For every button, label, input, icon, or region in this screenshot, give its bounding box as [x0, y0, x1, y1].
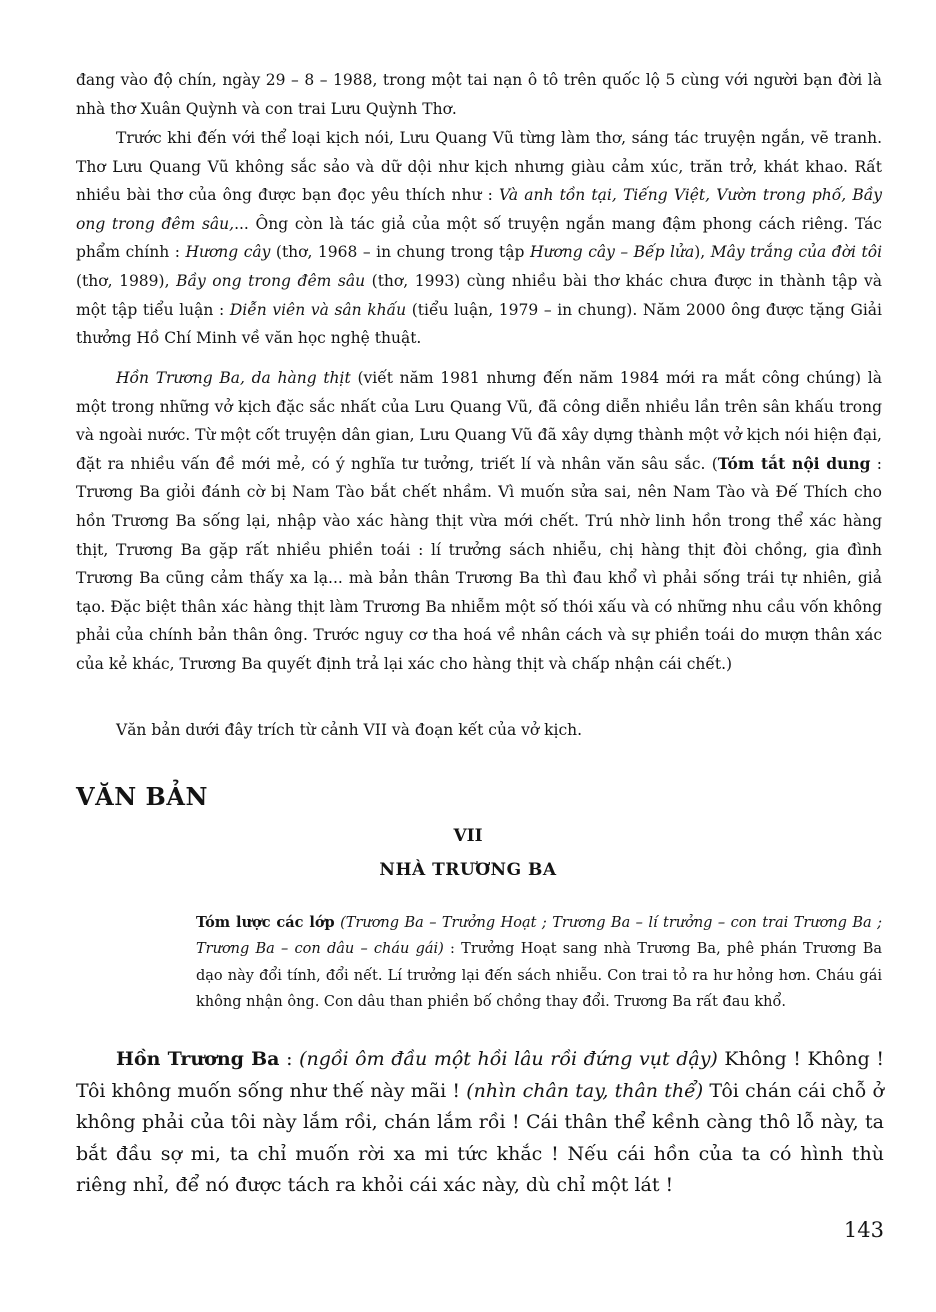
p2-work-title-2: Hương cây – Bếp lửa: [529, 243, 695, 262]
summary-text: : Trưởng Hoạt sang nhà Trương Ba, phê phán Trương Ba dạo này đổi tính, đổi nết. Lí trưởng lại đến sách nhiễu. Con trai tỏ ra hư hỏng hơn. Cháu gái không nhận ông. Con dâu than phiền bố chồng thay đổi. Trương Ba rất đau khổ.: [196, 941, 882, 1011]
scene-summary: [196, 910, 882, 1016]
dialogue-paragraph: [76, 1044, 884, 1202]
page-number: 143: [843, 1218, 884, 1242]
p3-text-1: (viết năm 1981 nhưng đến năm 1984 mới ra mắt công chúng) là một trong những vở kịch đặc sắc nhất của Lưu Quang Vũ, đã công diễn nhiều lần trên sân khấu trong và ngoài nước. Từ một cốt truyện dân gian, Lưu Quang Vũ đã xây dựng thành một vở kịch nói hiện đại, đặt ra nhiều vấn đề mới mẻ, có ý nghĩa tư tưởng, triết lí và nhân văn sâu sắc. (: [76, 369, 882, 473]
speaker-separator: :: [279, 1048, 300, 1070]
p3-summary-label: Tóm tắt nội dung: [717, 453, 871, 473]
summary-scene-list: (Trương Ba – Trưởng Hoạt ; Trương Ba – lí trưởng – con trai Trương Ba ; Trương Ba – con dâu – cháu gái): [196, 915, 882, 958]
scene-number: VII: [453, 826, 483, 846]
p2-text-6: (thơ, 1993) cùng nhiều bài thơ khác chưa được in thành tập và một tập tiểu luận :: [76, 271, 882, 319]
summary-label: Tóm lược các lớp: [196, 914, 335, 931]
p3-play-title: Hồn Trương Ba, da hàng thịt: [116, 369, 351, 387]
intro-paragraph-2: [76, 124, 882, 353]
p2-work-title-1: Hương cây: [185, 243, 271, 262]
p2-text-7: (tiểu luận, 1979 – in chung). Năm 2000 ông được tặng Giải thưởng Hồ Chí Minh về văn học nghệ thuật.: [76, 300, 882, 348]
intro-paragraph-4-text: Văn bản dưới đây trích từ cảnh VII và đoạn kết của vở kịch.: [116, 721, 583, 739]
stage-direction-2: (nhìn chân tay, thân thể): [466, 1079, 704, 1102]
intro-paragraph-1-text: đang vào độ chín, ngày 29 – 8 – 1988, trong một tai nạn ô tô trên quốc lộ 5 cùng với người bạn đời là nhà thơ Xuân Quỳnh và con trai Lưu Quỳnh Thơ.: [76, 71, 882, 118]
section-heading: VĂN BẢN: [76, 782, 208, 811]
p2-text-2: ... Ông còn là tác giả của một số truyện ngắn mang đậm phong cách riêng. Tác phẩm chính :: [76, 214, 882, 262]
p2-poem-titles: Và anh tồn tại, Tiếng Việt, Vườn trong phố, Bầy ong trong đêm sâu,: [76, 186, 882, 233]
speaker-name: Hồn Trương Ba: [116, 1048, 280, 1070]
p2-work-title-3: Mây trắng của đời tôi: [710, 243, 883, 262]
p3-text-2: : Trương Ba giỏi đánh cờ bị Nam Tào bắt chết nhầm. Vì muốn sửa sai, nên Nam Tào và Đế Thích cho hồn Trương Ba sống lại, nhập vào xác hàng thịt vừa mới chết. Trú nhờ linh hồn trong thể xác hàng thịt, Trương Ba gặp rất nhiều phiền toái : lí trưởng sách nhiễu, chị hàng thịt đòi chồng, gia đình Trương Ba cũng cảm thấy xa lạ... mà bản thân Trương Ba thì đau khổ vì phải sống trái tự nhiên, giả tạo. Đặc biệt thân xác hàng thịt làm Trương Ba nhiễm một số thói xấu và có những nhu cầu vốn không phải của chính bản thân ông. Trước nguy cơ tha hoá về nhân cách và sự phiền toái do mượn thân xác của kẻ khác, Trương Ba quyết định trả lại xác cho hàng thịt và chấp nhận cái chết.): [76, 454, 882, 673]
p2-text-1: Trước khi đến với thể loại kịch nói, Lưu Quang Vũ từng làm thơ, sáng tác truyện ngắn, vẽ tranh. Thơ Lưu Quang Vũ không sắc sảo và dữ dội như kịch nhưng giàu cảm xúc, trăn trở, khát khao. Rất nhiều bài thơ của ông được bạn đọc yêu thích như :: [76, 129, 882, 205]
scene-title: NHÀ TRƯƠNG BA: [379, 860, 557, 880]
intro-paragraph-4: [76, 716, 882, 745]
intro-paragraph-3: [76, 364, 882, 679]
p2-text-4: ),: [694, 243, 711, 262]
dialogue-text-2: Tôi chán cái chỗ ở không phải của tôi này lắm rồi, chán lắm rồi ! Cái thân thể kềnh càng thô lỗ này, ta bắt đầu sợ mi, ta chỉ muốn rời xa mi tức khắc ! Nếu cái hồn của ta có hình thù riêng nhỉ, để nó được tách ra khỏi cái xác này, dù chỉ một lát !: [76, 1079, 884, 1196]
p2-work-title-4: Bầy ong trong đêm sâu: [176, 271, 366, 290]
intro-paragraph-1: [76, 66, 882, 123]
dialogue-text-1: Không ! Không ! Tôi không muốn sống như thế này mãi !: [76, 1048, 884, 1102]
p2-work-title-5: Diễn viên và sân khấu: [229, 300, 407, 319]
stage-direction-1: (ngồi ôm đầu một hồi lâu rồi đứng vụt dậy): [299, 1048, 718, 1070]
p2-text-3: (thơ, 1968 – in chung trong tập: [270, 243, 530, 262]
p2-text-5: (thơ, 1989),: [76, 271, 177, 290]
